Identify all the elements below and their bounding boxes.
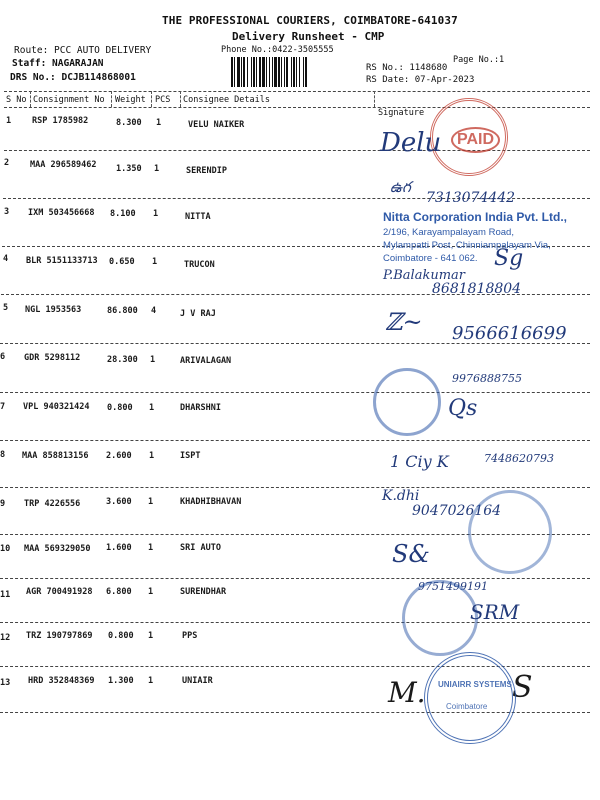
- row-pcs: 1: [154, 164, 160, 174]
- row-sno: 3: [4, 207, 10, 217]
- row-weight: 6.800: [106, 587, 132, 597]
- col-divider: [180, 91, 181, 107]
- company-title: THE PROFESSIONAL COURIERS, COIMBATORE-641037: [162, 14, 458, 27]
- signature-row13: M.: [388, 676, 426, 709]
- unairr-seal-name: UNIAIRR SYSTEMS: [438, 680, 512, 689]
- handwritten-phone-row5: 9566616699: [452, 323, 567, 344]
- row-separator: [0, 392, 590, 393]
- row-sno: 12: [0, 633, 11, 643]
- row-weight: 86.800: [107, 306, 138, 316]
- signature-row7: Qs: [448, 396, 478, 421]
- row-consignment: IXM 503456668: [28, 208, 95, 218]
- row-sno: 9: [0, 499, 6, 509]
- row-pcs: 1: [148, 543, 154, 553]
- row-consignee: J V RAJ: [180, 309, 216, 319]
- paid-stamp: [430, 98, 508, 176]
- row-sno: 5: [3, 303, 9, 313]
- row-weight: 28.300: [107, 355, 138, 365]
- col-header-sno: S No: [6, 95, 27, 105]
- unairr-seal: [424, 652, 516, 744]
- handwritten-phone-row2: 7313074442: [426, 190, 516, 206]
- row-pcs: 1: [149, 451, 155, 461]
- col-divider: [151, 91, 152, 107]
- nitta-stamp-addr3: Coimbatore - 641 062.: [383, 253, 478, 264]
- header-top-rule: [4, 91, 590, 92]
- row-consignee: SURENDHAR: [180, 587, 227, 597]
- round-seal-row6: [373, 368, 441, 436]
- row-consignee: KHADHIBHAVAN: [180, 497, 242, 507]
- handwritten-phone-row4: 8681818804: [432, 281, 522, 297]
- row-consignee: NITTA: [185, 212, 211, 222]
- row-sno: 7: [0, 402, 6, 412]
- row-weight: 2.600: [106, 451, 132, 461]
- row-consignment: BLR 5151133713: [26, 256, 98, 266]
- row-separator: [0, 487, 590, 488]
- row-weight: 0.800: [107, 403, 133, 413]
- header-bottom-rule: [4, 107, 590, 108]
- row-consignment: MAA 296589462: [30, 160, 97, 170]
- row-sno: 6: [0, 352, 6, 362]
- row-consignment: RSP 1785982: [32, 116, 89, 126]
- row-weight: 8.300: [116, 118, 142, 128]
- row-consignee: ARIVALAGAN: [180, 356, 232, 366]
- signature-row9: K.dhi: [382, 488, 420, 504]
- barcode-bar: [307, 57, 308, 87]
- col-header-consignment: Consignment No: [33, 95, 105, 105]
- unairr-seal-city: Coimbatore: [446, 702, 488, 711]
- handwritten-phone-row9: 9047026164: [412, 503, 502, 519]
- row-sno: 2: [4, 158, 10, 168]
- col-header-weight: Weight: [115, 95, 146, 105]
- row-weight: 1.350: [116, 164, 142, 174]
- row-sno: 4: [3, 254, 9, 264]
- row-weight: 1.600: [106, 543, 132, 553]
- row-pcs: 1: [148, 497, 154, 507]
- row-separator: [0, 578, 590, 579]
- row-pcs: 1: [152, 257, 158, 267]
- drs-number: DRS No.: DCJB114868001: [10, 72, 136, 83]
- barcode: [231, 57, 359, 87]
- signature-row5: ℤ~: [385, 308, 423, 336]
- col-header-consignee: Consignee Details: [183, 95, 270, 105]
- row-separator: [0, 440, 590, 441]
- row-consignment: MAA 858813156: [22, 451, 89, 461]
- row-pcs: 1: [153, 209, 159, 219]
- row-pcs: 4: [151, 306, 157, 316]
- row-consignee: VELU NAIKER: [188, 120, 245, 130]
- signature-row2: ఉగ: [390, 178, 411, 196]
- row-consignee: SRI AUTO: [180, 543, 221, 553]
- col-header-signature: Signature: [378, 108, 425, 118]
- handwritten-name-row4: P.Balakumar: [383, 268, 465, 283]
- row-weight: 0.800: [108, 631, 134, 641]
- row-consignment: NGL 1953563: [25, 305, 82, 315]
- signature-row10: S&: [392, 540, 430, 568]
- row-sno: 11: [0, 590, 11, 600]
- row-consignment: HRD 352848369: [28, 676, 95, 686]
- row-weight: 8.100: [110, 209, 136, 219]
- row-consignee: UNIAIR: [182, 676, 213, 686]
- round-seal-row9: [468, 490, 552, 574]
- round-seal-row11: [402, 580, 478, 656]
- nitta-stamp-addr2: Mylampatti Post, Chinniampalayam Via,: [383, 240, 551, 251]
- row-pcs: 1: [148, 676, 154, 686]
- col-header-pcs: PCS: [155, 95, 171, 105]
- nitta-stamp-addr1: 2/196, Karayampalayam Road,: [383, 227, 514, 238]
- col-divider: [374, 91, 375, 107]
- col-divider: [30, 91, 31, 107]
- row-consignment: VPL 940321424: [23, 402, 90, 412]
- row-pcs: 1: [148, 587, 154, 597]
- route-label: Route: PCC AUTO DELIVERY: [14, 45, 152, 56]
- row-consignment: TRZ 190797869: [26, 631, 93, 641]
- row-consignee: ISPT: [180, 451, 201, 461]
- row-consignment: AGR 700491928: [26, 587, 93, 597]
- row-weight: 0.650: [109, 257, 135, 267]
- handwritten-phone-row8: 7448620793: [484, 452, 554, 465]
- signature-row12: SRM: [470, 600, 520, 624]
- row-consignment: GDR 5298112: [24, 353, 81, 363]
- row-consignment: MAA 569329050: [24, 544, 91, 554]
- paid-stamp-text: PAID: [451, 127, 500, 153]
- row-consignee: TRUCON: [184, 260, 215, 270]
- row-consignee: DHARSHNI: [180, 403, 221, 413]
- row-weight: 1.300: [108, 676, 134, 686]
- row-consignment: TRP 4226556: [24, 499, 81, 509]
- staff-label: Staff: NAGARAJAN: [12, 58, 104, 69]
- handwritten-phone-row6: 9976888755: [452, 372, 522, 385]
- row-weight: 3.600: [106, 497, 132, 507]
- signature-row13-tail: S: [512, 670, 533, 705]
- nitta-stamp-name: Nitta Corporation India Pvt. Ltd.,: [383, 210, 567, 224]
- signature-row8: 1 Ciy K: [390, 452, 449, 471]
- signature-row1: Delu: [380, 128, 442, 158]
- rs-date: RS Date: 07-Apr-2023: [366, 75, 475, 85]
- row-sno: 10: [0, 544, 11, 554]
- handwritten-phone-row11: 9751499191: [418, 580, 488, 593]
- signature-row3: Sg: [494, 246, 524, 271]
- company-phone: Phone No.:0422-3505555: [221, 45, 334, 55]
- row-consignee: PPS: [182, 631, 198, 641]
- row-pcs: 1: [149, 403, 155, 413]
- col-divider: [111, 91, 112, 107]
- row-pcs: 1: [156, 118, 162, 128]
- row-consignee: SERENDIP: [186, 166, 227, 176]
- row-sno: 13: [0, 678, 11, 688]
- rs-number: RS No.: 1148680: [366, 63, 448, 73]
- runsheet-subtitle: Delivery Runsheet - CMP: [232, 30, 385, 43]
- row-pcs: 1: [148, 631, 154, 641]
- page-number: Page No.:1: [453, 55, 505, 65]
- row-sno: 1: [6, 116, 12, 126]
- row-pcs: 1: [150, 355, 156, 365]
- row-sno: 8: [0, 450, 6, 460]
